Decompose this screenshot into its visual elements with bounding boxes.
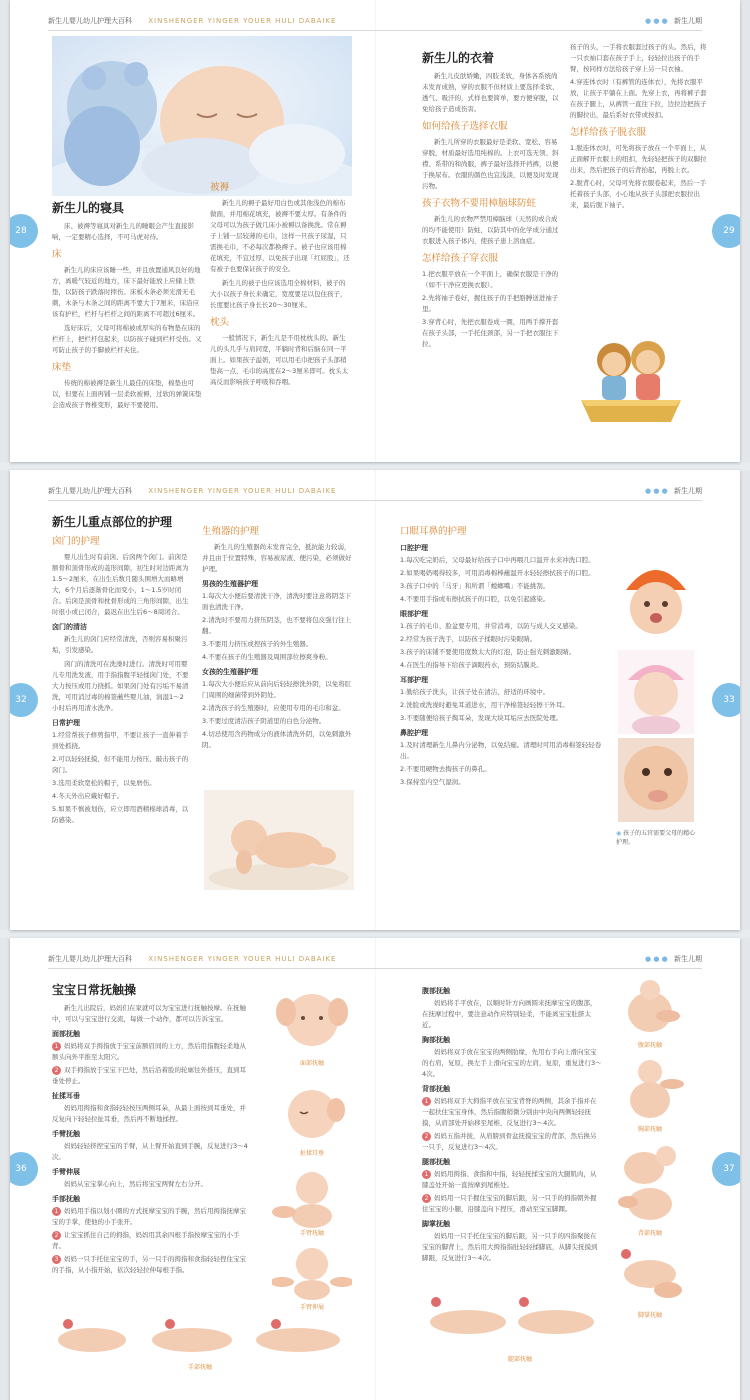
book-spread-page xyxy=(10,938,740,1400)
section-heading-camphor: 孩子衣物不要用樟脑球防蛀 xyxy=(422,198,537,209)
paragraph: 妈妈将手平放在，以顺时针方向画圆来抚摩宝宝的腹部，在抚摩过程中，要注意动作应特别轻柔，不能离宝宝肚脐太近。 xyxy=(422,999,597,1029)
page-number-left: 36 xyxy=(10,1152,38,1186)
section-heading-mattress: 床垫 xyxy=(52,362,72,373)
list-item: 2.如果喝奶喝得较多，可用消毒棉棒蘸温开水轻轻擦拭孩子的口腔。 xyxy=(400,569,595,577)
section-header xyxy=(645,16,702,26)
list-item: 3.不要随便给孩子掏耳朵，发现大块耳垢应去医院处理。 xyxy=(400,714,563,722)
subheading-eye: 眼部护理 xyxy=(400,610,428,618)
left-column-b xyxy=(210,176,350,391)
chest-touch-illustration xyxy=(610,1056,690,1122)
step-number-icon: 1 xyxy=(52,1207,61,1216)
face-touch-illustration xyxy=(272,982,352,1058)
sleeping-baby-photo xyxy=(52,36,352,196)
section-heading-choose: 如何给孩子选择衣服 xyxy=(422,121,508,132)
dots-icon: ● ● ● xyxy=(644,17,668,25)
list-item xyxy=(52,1206,252,1228)
subheading-protect: 日常护理 xyxy=(52,719,80,727)
section-heading-undress: 怎样给孩子脱衣服 xyxy=(570,127,647,138)
list-item: 2.清洗孩子的生殖器时，应使用专用的毛巾和盆。 xyxy=(202,704,345,712)
subheading-boy: 男孩的生殖器护理 xyxy=(202,580,258,588)
list-item: 2.清洗时不要用力挤压阴茎，也不要将包皮强行往上翻。 xyxy=(202,616,352,635)
caption-stretch: 手臂伸展 xyxy=(299,1304,324,1311)
column-touch-right xyxy=(422,982,602,1267)
step-text: 双手拇指放于宝宝下巴处，然后沿着脸的轮廓往外推压，直到耳垂处停止。 xyxy=(52,1066,246,1085)
paragraph: 新生儿的衣物严禁用樟脑球（天然的或合成的均不能使用）防蛀，以防其中的化学成分通过衣服进入孩子体内，使孩子患上溶血症。 xyxy=(422,215,559,245)
column-genital xyxy=(202,520,352,753)
list-item: 1.经常帮孩子修剪指甲，不要让孩子一直伸着手到处抓挠。 xyxy=(52,731,189,750)
list-item xyxy=(52,1230,252,1252)
subheading-stretch: 手臂伸展 xyxy=(52,1168,80,1176)
page-number-right: 33 xyxy=(712,683,740,717)
subheading-clean: 囟门的清洁 xyxy=(52,623,87,631)
doll-figurine-image xyxy=(576,330,686,430)
step-text: 妈妈一只手托住宝宝的手，另一只手的拇指和食指轻轻捏住宝宝的手指，从小指开始，依次轻轻拉伸每根手指。 xyxy=(52,1255,246,1274)
list-item: 4.冬天外出应戴好帽子。 xyxy=(52,792,124,800)
hand-touch-illustration xyxy=(52,1314,352,1362)
paragraph: 妈妈轻轻挤捏宝宝的手臂，从上臂开始直到手腕，反复进行3～4次。 xyxy=(52,1142,248,1161)
step-number-icon: 2 xyxy=(422,1194,431,1203)
page-number-right: 29 xyxy=(712,214,740,248)
header-rule xyxy=(48,30,702,31)
list-item: 4.不要用手指或布擦拭孩子的口腔，以免引起感染。 xyxy=(400,595,550,603)
list-item: 4.在医生的指导下给孩子滴眼药水，预防结膜炎。 xyxy=(400,661,543,669)
section-heading-pillow: 枕头 xyxy=(210,317,230,328)
paragraph: 妈妈从宝宝掌心向上，然后将宝宝两臂左右分开。 xyxy=(64,1180,207,1188)
page-number-left: 32 xyxy=(10,683,38,717)
paragraph: 新生儿的床应该睡一些，并且放置通风良好的地方，离暖气较近的地方，床下最好能放上应储上铁垫，以防孩子跌落时摔伤。床板木条必须光滑无毛刺，木条与木条之间的距离不要大于7厘米，床沿应该有护栏，栏杆与栏杆之间的距离不可超过6厘米。 xyxy=(52,266,201,318)
spread-2 xyxy=(0,470,750,930)
caption-foot: 脚掌抚触 xyxy=(637,1312,662,1319)
caption-belly: 腹部抚触 xyxy=(637,1042,662,1049)
subheading-mouth: 口腔护理 xyxy=(400,544,428,552)
spread-3 xyxy=(0,938,750,1400)
paragraph: 孩子的头，一手将衣服套过孩子的头。然后，将一只衣袖口套在孩子手上，轻轻拉出孩子的手臂，按同样方法给孩子穿上另一只衣袖。 xyxy=(570,43,707,73)
info-icon: ◉ xyxy=(616,830,624,837)
running-header xyxy=(48,486,336,496)
book-spread-page xyxy=(10,470,740,930)
gutter xyxy=(375,470,376,930)
list-item: 3.穿背心时，先把衣服卷成一圈，用两手撑开套在孩子头部，一手托住颈部，另一手把衣服往下拉。 xyxy=(422,318,559,348)
list-item xyxy=(422,1169,602,1191)
section-heading-bed: 床 xyxy=(52,249,62,260)
paragraph: 传统的棉被褥是新生儿最佳的床垫，棉垫也可以，但要在上面再铺一层柔软被褥，过软的弹簧床垫会造成孩子脊椎变形，最好不要使用。 xyxy=(52,379,202,409)
caption-back: 背部抚触 xyxy=(637,1230,662,1237)
paragraph: 囟门的清洗可在洗澡时进行。清洗时可用婴儿专用洗发液，用手指指腹平轻揉囟门处，不要大力按压或用力挠抓。如果囟门处有污垢不易清洗，可用消过毒的棉签蘸些婴儿油，润湿1～2小时后再用清水洗净。 xyxy=(52,660,189,712)
right-column-a xyxy=(422,50,562,352)
book-title-en: XINSHENGER YINGER YOUER HULI DABAIKE xyxy=(148,955,337,963)
subheading-nose: 鼻腔护理 xyxy=(400,729,428,737)
paragraph: 妈妈用拇指和食指轻轻按压两侧耳朵，从最上面按到耳垂处，并反复向下轻轻拉扯耳垂，然后再不断地揉捏。 xyxy=(52,1104,246,1123)
column-fontanel xyxy=(52,514,190,828)
section-heading-quilt: 被褥 xyxy=(210,182,230,193)
section-name: 新生儿期 xyxy=(674,17,702,25)
page-number-left: 28 xyxy=(10,214,38,248)
spread-1 xyxy=(0,0,750,462)
crawling-baby-photo xyxy=(204,790,354,890)
page-title: 新生儿的衣着 xyxy=(422,51,495,65)
list-item: 4.穿连体衣时（有裤管的连体衣），先将衣服平放，让孩子平躺在上面。先穿上衣，再将裤子套在孩子腿上，从裤管一直往下拉，边拉边把孩子的脚拉出，最后系好衣带或按扣。 xyxy=(570,78,707,119)
list-item: 3.孩子口中的「马牙」和所谓「螳螂嘴」不能挑刮。 xyxy=(400,582,550,590)
list-item: 1.把衣服平放在一个平面上，确保衣服是干净的（如不干净应更换衣服）。 xyxy=(422,270,559,289)
list-item: 3.选用柔软宽松的帽子，以免磨伤。 xyxy=(52,779,156,787)
subheading-ear: 耳部护理 xyxy=(400,676,428,684)
subheading-hand: 手部抚触 xyxy=(52,1195,80,1203)
page-title: 新生儿的寝具 xyxy=(52,201,125,215)
paragraph: 新生儿的褥子最好用白色或其他浅色的棉布做面，并用棉花填充，被褥不要太厚。有条件的父母可以为孩子做几床小被褥以备换洗。常在褥子上铺一层较薄的毛巾，这样一旦孩子尿湿，只需换毛巾，不必每次都换褥子。被子也应该用棉花填充，不宜过厚，以免孩子出现「红屁股」，还有被子也要保证孩子的安全。 xyxy=(210,199,350,273)
list-item: 1.脱连体衣时，可先将孩子放在一个平面上，从正面解开衣服上的纽扣，先轻轻把孩子的双脚拉出来，然后把孩子的后背抬起，再脱上衣。 xyxy=(570,144,707,174)
subheading-arm: 手臂抚触 xyxy=(52,1130,80,1138)
subheading-face: 面部抚触 xyxy=(52,1030,80,1038)
caption-face: 面部抚触 xyxy=(299,1060,324,1067)
subheading-chest: 胸部抚触 xyxy=(422,1036,450,1044)
subheading-ear: 扯揉耳垂 xyxy=(52,1092,80,1100)
caption-arm: 手臂抚触 xyxy=(299,1230,324,1237)
step-text: 妈妈将双手大拇指平放在宝宝背脊的两侧，其余手指并在一起扶住宝宝身体，然后指腹稍微分别由中央向两侧轻轻抚摸，从肩部处开始移至尾椎，反复进行3～4次。 xyxy=(422,1097,597,1127)
step-text: 妈妈将双手拇指放于宝宝前额眉间的上方，然后用指腹轻柔地从额头向外平推至太阳穴。 xyxy=(52,1042,246,1061)
intro-text: 新生儿皮肤娇嫩，四肢柔软，身体各系统尚未发育成熟，穿的衣服不但材质上要选择柔软、透气、吸汗的，式样也要简单，要方便穿脱，以免给孩子造成伤害。 xyxy=(422,72,559,113)
paragraph: 一般情况下，新生儿是不用枕枕头的。新生儿的头几乎与肩同宽，平躺时背和后脑在同一平面上。如果孩子溢奶，可以用毛巾把孩子头部稍垫高一点，毛巾的高度在2～3厘米即可。枕头太高反而影响孩子呼吸和吞咽。 xyxy=(210,334,349,386)
section-header xyxy=(645,486,702,496)
step-text: 妈妈用一只手握住宝宝的脚后跟，另一只手的拇指朝外握住宝宝的小腿，沿膝盖向下捏压，滑动至宝宝脚踝。 xyxy=(422,1194,597,1213)
list-item: 1.孩子的毛巾、脸盆要专用，并常消毒，以防与成人交叉感染。 xyxy=(400,622,582,630)
paragraph: 妈妈用一只手托住宝宝的脚后跟，另一只手的四指聚拢在宝宝的脚背上，然后用大拇指指肚轻轻揉脚底，从脚尖抚摸到脚跟，反复进行3～4次。 xyxy=(422,1232,598,1262)
step-number-icon: 3 xyxy=(52,1255,61,1264)
caption-hand: 手部抚触 xyxy=(187,1364,212,1371)
page-number-right: 37 xyxy=(712,1152,740,1186)
caption-leg: 腿部抚触 xyxy=(507,1356,532,1363)
paragraph: 选好床后，父母可将棉被或厚实的布物垫在床的栏杆上，把栏杆包起来，以防孩子碰到栏杆受伤。又可防止孩子的手脚被栏杆夹住。 xyxy=(52,324,202,354)
arm-touch-illustration xyxy=(272,1166,352,1228)
list-item: 1.每次大小便后应从前向后轻轻擦洗外阴，以免将肛门周围的细菌带到外阴处。 xyxy=(202,680,352,699)
paragraph: 新生儿的生殖器尚未发育完全，抵抗能力较弱，并且由于位置特殊，容易被尿液、便污染，必须做好护理。 xyxy=(202,543,352,573)
list-item: 1.每次吃完奶后，父母最好给孩子口中再喂几口温开水来冲洗口腔。 xyxy=(400,556,595,564)
subheading-foot: 脚掌抚触 xyxy=(422,1220,450,1228)
photo-caption xyxy=(616,828,696,846)
section-header xyxy=(645,954,702,964)
paragraph: 新生儿所穿的衣服最好是柔软、宽松、容易穿脱，材质最好选用纯棉的。上衣可选无领、斜襟、系带的和尚服，裤子最好选择开裆裤，以便于换尿布。衣服的颜色也宜浅淡，以便及时发现污物。 xyxy=(422,138,559,190)
book-title: 新生儿婴儿幼儿护理大百科 xyxy=(48,955,132,963)
gutter xyxy=(375,938,376,1400)
baby-closeup-photo xyxy=(618,738,694,822)
foot-touch-illustration xyxy=(610,1244,690,1308)
list-item: 5.如果不慎被划伤，应立即用酒精棉球消毒，以防感染。 xyxy=(52,805,189,824)
book-title-en: XINSHENGER YINGER YOUER HULI DABAIKE xyxy=(148,17,337,25)
back-touch-illustration xyxy=(610,1138,690,1226)
step-number-icon: 2 xyxy=(422,1132,431,1141)
book-spread-page xyxy=(10,0,740,462)
list-item: 2.脱背心时，父母可先将衣服卷起来，然后一手托着孩子头部，小心地从孩子头部把衣服拉出来，最后脱下袖子。 xyxy=(570,179,707,209)
paragraph: 婴儿出生时有前囟、后囟两个囟门。前囟是额骨和顶骨形成的菱形间隙，初生时对边距离为1.5～2厘米，在出生后数月随头围增大而略增大，6个月后逐渐骨化而变小，1～1.5岁时闭合。后囟是顶骨和枕骨形成的三角形间隙，出生时很小或已闭合，最迟在出生后6～8周闭合。 xyxy=(52,553,189,616)
list-item: 4.不要在孩子的生殖器及周围部位擦爽身粉。 xyxy=(202,653,332,661)
header-rule xyxy=(48,500,702,501)
step-number-icon: 1 xyxy=(52,1042,61,1051)
list-item xyxy=(422,1096,602,1129)
paragraph: 新生儿的被子也应该选用全棉材料，被子的大小以孩子身长来确定，宽度要足以包住孩子，长度要比孩子身长长20～30厘米。 xyxy=(210,279,347,309)
list-item xyxy=(422,1193,602,1215)
column-face-care xyxy=(400,520,612,790)
intro-text: 床、被褥等寝具对新生儿的睡眠会产生直接影响，一定要精心选择，不可马虎对待。 xyxy=(52,222,194,241)
list-item xyxy=(52,1065,252,1087)
section-name: 新生儿期 xyxy=(674,955,702,963)
list-item: 1.及时清理新生儿鼻内分泌物，以免结痂。清理时可用消毒棉签轻轻卷出。 xyxy=(400,741,602,760)
section-heading-dress: 怎样给孩子穿衣服 xyxy=(422,253,499,264)
page-title: 新生儿重点部位的护理 xyxy=(52,515,173,529)
step-number-icon: 2 xyxy=(52,1231,61,1240)
book-title: 新生儿婴儿幼儿护理大百科 xyxy=(48,487,132,495)
step-number-icon: 1 xyxy=(422,1170,431,1179)
list-item: 2.先将袖子卷好，握住孩子的手把胳膊送进袖子里。 xyxy=(422,294,559,313)
list-item: 3.保持室内空气湿润。 xyxy=(400,778,465,786)
paragraph: 妈妈将双手放在宝宝的两侧肋缘，先用右手向上滑向宝宝的右肩，复原，换左手上滑向宝宝的左肩，复原，重复进行3～4次。 xyxy=(422,1048,602,1078)
subheading-belly: 腹部抚触 xyxy=(422,987,450,995)
header-rule xyxy=(48,968,702,969)
step-text: 妈妈用拇指、食指和中指，轻轻抚揉宝宝的大腿肌肉，从膝盖处开始一直按摩到尾椎处。 xyxy=(422,1170,597,1189)
list-item xyxy=(422,1131,602,1153)
leg-touch-illustration xyxy=(422,1288,602,1352)
list-item: 2.不要用硬物去掏孩子的鼻孔。 xyxy=(400,765,491,773)
running-header xyxy=(48,16,336,26)
stretch-illustration xyxy=(272,1242,352,1302)
list-item: 2.洗脸或洗澡时避免耳道进水，用干净棉签轻轻擦干外耳。 xyxy=(400,701,569,709)
book-title-en: XINSHENGER YINGER YOUER HULI DABAIKE xyxy=(148,487,337,495)
section-heading-genital: 生殖器的护理 xyxy=(202,526,260,537)
subheading-back: 背部抚触 xyxy=(422,1085,450,1093)
list-item: 2.经常为孩子洗手，以防孩子揉眼时污染眼睛。 xyxy=(400,635,537,643)
dots-icon: ● ● ● xyxy=(644,955,668,963)
list-item: 4.切忌使用含药物成分的液体清洗外阴，以免刺激外阴。 xyxy=(202,730,352,749)
list-item: 3.不要过度清洁孩子阴道里的白色分泌物。 xyxy=(202,717,326,725)
running-header xyxy=(48,954,336,964)
list-item xyxy=(52,1041,252,1063)
list-item xyxy=(52,1254,252,1276)
baby-pink-hat-photo xyxy=(618,650,694,734)
caption-ear: 扯揉耳垂 xyxy=(299,1150,324,1157)
step-number-icon: 1 xyxy=(422,1097,431,1106)
left-column-a xyxy=(52,200,202,414)
intro-text: 新生儿出院后，妈妈们在家就可以为宝宝进行抚触按摩。在抚触中，可以与宝宝进行交流，每做一个动作，都可以告诉宝宝。 xyxy=(52,1004,246,1023)
step-text: 妈妈五指并拢，从肩膀到骨盆抚摸宝宝的背部，然后换另一只手，反复进行3～4次。 xyxy=(422,1132,597,1151)
baby-orange-hat-photo xyxy=(618,556,694,646)
caption-chest: 胸部抚触 xyxy=(637,1126,662,1133)
ear-touch-illustration xyxy=(272,1080,352,1146)
page-title: 宝宝日常抚触操 xyxy=(52,983,137,997)
book-title: 新生儿婴儿幼儿护理大百科 xyxy=(48,17,132,25)
list-item: 1.每次大小便后要清洗干净，清洗时要注意将阴茎下面也清洗干净。 xyxy=(202,592,352,611)
list-item: 3.孩子的床铺不要使用度数太大的灯泡，防止强光刺激眼睛。 xyxy=(400,648,576,656)
list-item: 3.不要用力挤压或捏孩子的外生殖器。 xyxy=(202,640,313,648)
caption-text: 孩子的五官需要父母的精心护理。 xyxy=(616,830,696,846)
dots-icon: ● ● ● xyxy=(644,487,668,495)
step-text: 让宝宝抓住自己的拇指，妈妈用其余四根手指按摩宝宝的小手背。 xyxy=(52,1231,240,1250)
column-touch-left xyxy=(52,982,252,1278)
list-item: 1.勤给孩子洗头，让孩子处在清洁、舒适的环境中。 xyxy=(400,688,550,696)
belly-touch-illustration xyxy=(610,978,690,1040)
section-heading-fontanel: 囟门的护理 xyxy=(52,536,100,547)
step-text: 妈妈用手指以划小圈的方式抚摩宝宝的手腕，然后用拇指抚摩宝宝的手掌，使他的小手张开。 xyxy=(52,1207,246,1226)
right-column-b xyxy=(570,42,710,213)
gutter xyxy=(375,0,376,462)
section-heading-face: 口眼耳鼻的护理 xyxy=(400,526,467,537)
section-name: 新生儿期 xyxy=(674,487,702,495)
subheading-girl: 女孩的生殖器护理 xyxy=(202,668,258,676)
step-number-icon: 2 xyxy=(52,1066,61,1075)
list-item: 2.可以轻轻抚摸，但不能用力按压、敲击孩子的囟门。 xyxy=(52,755,189,774)
subheading-leg: 腿部抚触 xyxy=(422,1158,450,1166)
paragraph: 新生儿的囟门应经常清洗，否则容易积聚污垢，引发感染。 xyxy=(52,635,188,654)
